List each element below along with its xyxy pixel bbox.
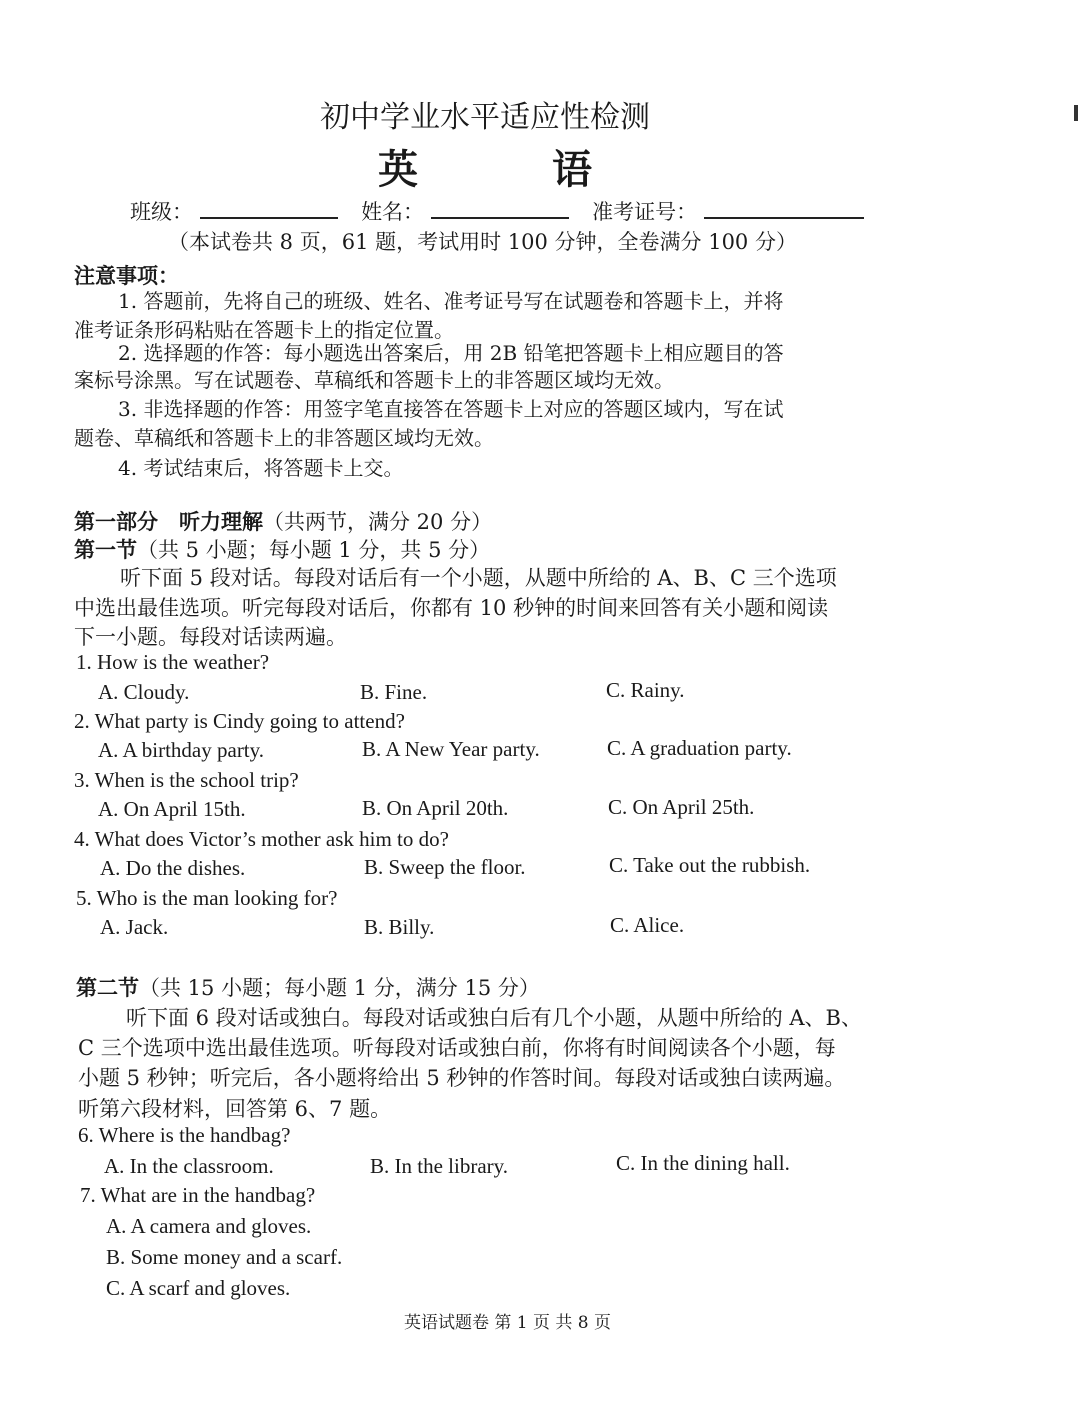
edge-mark [1074, 105, 1078, 121]
notice-line: 准考证条形码粘贴在答题卡上的指定位置。 [74, 318, 454, 342]
q2-option-a: A. A birthday party. [98, 738, 265, 762]
question-2: 2. What party is Cindy going to attend? [74, 709, 405, 733]
section2-heading [76, 972, 540, 1002]
subject-title: 英 语 [378, 146, 652, 193]
q7-option-c: C. A scarf and gloves. [106, 1276, 291, 1300]
q1-option-a: A. Cloudy. [98, 680, 190, 704]
part1-heading-bold: 第一部分 听力理解 [74, 509, 263, 534]
q2-option-c: C. A graduation party. [607, 736, 792, 760]
q1-option-c: C. Rainy. [606, 678, 685, 702]
part1-heading [74, 506, 492, 536]
question-7: 7. What are in the handbag? [80, 1183, 316, 1207]
question-4: 4. What does Victor’s mother ask him to do? [74, 827, 449, 851]
section2-heading-rest: （共 15 小题；每小题 1 分，满分 15 分） [139, 976, 540, 1000]
q7-option-b: B. Some money and a scarf. [106, 1245, 343, 1269]
q6-option-a: A. In the classroom. [104, 1154, 274, 1178]
section2-instruction: 小题 5 秒钟；听完后，各小题将给出 5 秒钟的作答时间。每段对话或独白读两遍。 [78, 1066, 846, 1090]
q5-option-a: A. Jack. [100, 915, 169, 939]
class-blank [200, 197, 338, 219]
q2-option-b: B. A New Year party. [362, 737, 540, 761]
q5-option-c: C. Alice. [610, 913, 685, 937]
name-label: 姓名： [361, 200, 425, 224]
student-info-row [130, 196, 864, 226]
section2-instruction: C 三个选项中选出最佳选项。听每段对话或独白前，你将有时间阅读各个小题，每 [78, 1036, 836, 1060]
q4-option-c: C. Take out the rubbish. [609, 853, 811, 877]
q6-option-c: C. In the dining hall. [616, 1151, 790, 1175]
class-label: 班级： [130, 200, 193, 224]
notice-line: 3. 非选择题的作答：用签字笔直接答在答题卡上对应的答题区域内，写在试 [118, 397, 784, 421]
section1-instruction: 下一小题。每段对话读两遍。 [74, 625, 347, 649]
q1-option-b: B. Fine. [360, 680, 428, 704]
section2-instruction: 听下面 6 段对话或独白。每段对话或独白后有几个小题，从题中所给的 A、B、 [126, 1006, 862, 1030]
id-blank [704, 197, 864, 219]
id-label: 准考证号： [592, 200, 698, 224]
page-footer: 英语试题卷 第 1 页 共 8 页 [403, 1313, 612, 1333]
notice-line: 案标号涂黑。写在试题卷、草稿纸和答题卡上的非答题区域均无效。 [74, 368, 674, 392]
q5-option-b: B. Billy. [364, 915, 435, 939]
exam-info: （本试卷共 8 页，61 题，考试用时 100 分钟，全卷满分 100 分） [168, 230, 797, 254]
section2-instruction: 听第六段材料，回答第 6、7 题。 [78, 1097, 392, 1121]
q7-option-a: A. A camera and gloves. [106, 1214, 312, 1238]
q6-option-b: B. In the library. [370, 1154, 509, 1178]
section1-heading-rest: （共 5 小题；每小题 1 分，共 5 分） [137, 538, 491, 562]
notice-line: 4. 考试结束后，将答题卡上交。 [118, 456, 404, 480]
q3-option-a: A. On April 15th. [98, 797, 246, 821]
question-3: 3. When is the school trip? [74, 768, 299, 792]
q4-option-a: A. Do the dishes. [100, 856, 246, 880]
question-1: 1. How is the weather? [76, 650, 270, 674]
section2-heading-bold: 第二节 [76, 975, 139, 1000]
section1-instruction: 听下面 5 段对话。每段对话后有一个小题，从题中所给的 A、B、C 三个选项 [120, 566, 837, 590]
section1-heading [74, 534, 490, 564]
question-6: 6. Where is the handbag? [78, 1123, 291, 1147]
q3-option-c: C. On April 25th. [608, 795, 755, 819]
part1-heading-rest: （共两节，满分 20 分） [263, 510, 493, 534]
section1-instruction: 中选出最佳选项。听完每段对话后，你都有 10 秒钟的时间来回答有关小题和阅读 [74, 596, 829, 620]
q3-option-b: B. On April 20th. [362, 796, 509, 820]
section1-heading-bold: 第一节 [74, 537, 137, 562]
name-blank [431, 197, 569, 219]
notice-line: 题卷、草稿纸和答题卡上的非答题区域均无效。 [74, 426, 494, 450]
notice-heading: 注意事项： [74, 263, 179, 288]
exam-title: 初中学业水平适应性检测 [320, 100, 650, 135]
notice-line: 2. 选择题的作答：每小题选出答案后，用 2B 铅笔把答题卡上相应题目的答 [118, 341, 784, 365]
q4-option-b: B. Sweep the floor. [364, 855, 526, 879]
notice-line: 1. 答题前，先将自己的班级、姓名、准考证号写在试题卷和答题卡上，并将 [118, 289, 784, 313]
question-5: 5. Who is the man looking for? [76, 886, 338, 910]
